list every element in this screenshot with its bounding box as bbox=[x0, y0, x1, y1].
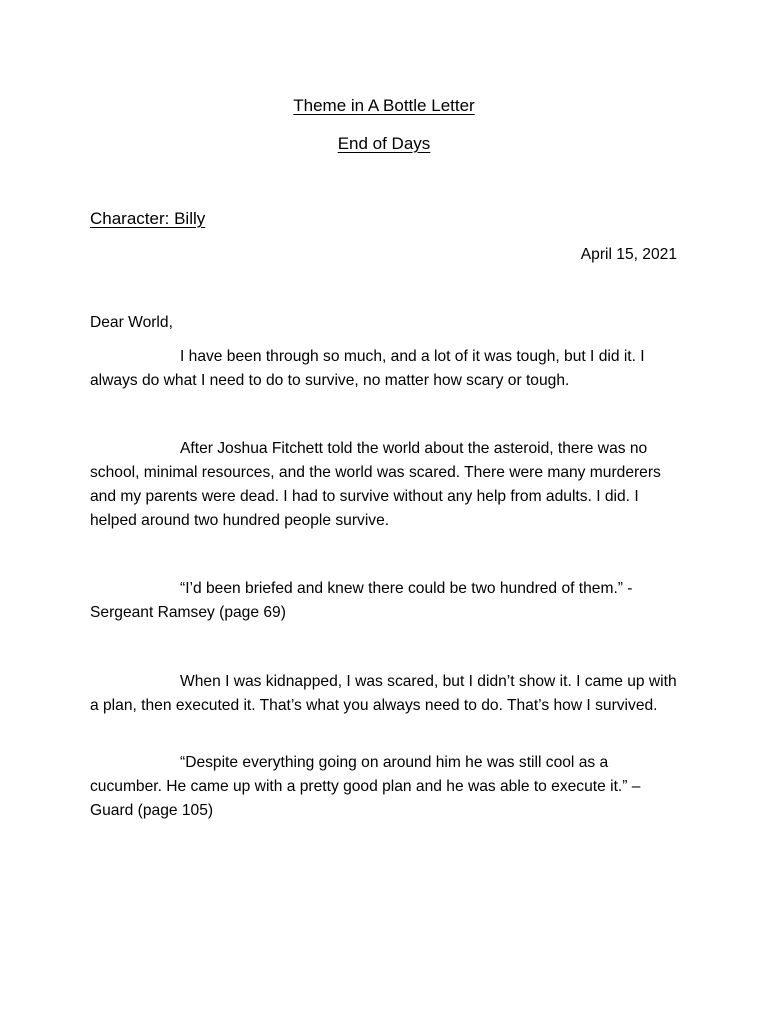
document-subtitle: End of Days bbox=[337, 134, 431, 153]
paragraph-3: When I was kidnapped, I was scared, but I didn’t show it. I came up with a plan, then executed it. That’s what you always need to do. That’s how I survived. bbox=[90, 673, 677, 714]
quote-2: “Despite everything going on around him he was still cool as a cucumber. He came up with a pretty good plan and he was able to execute it.” – Guard (page 105) bbox=[90, 754, 641, 819]
letter-date: April 15, 2021 bbox=[580, 246, 677, 263]
letter-greeting: Dear World, bbox=[90, 314, 173, 331]
paragraph-2: After Joshua Fitchett told the world about the asteroid, there was no school, minimal resources, and the world was scared. There were many murderers and my parents were dead. I had to survive without any help from adults. I did. I helped around two hundred people survive. bbox=[90, 440, 661, 529]
paragraph-1: I have been through so much, and a lot of it was tough, but I did it. I always do what I need to do to survive, no matter how scary or tough. bbox=[90, 348, 645, 389]
quote-1: “I’d been briefed and knew there could be two hundred of them.” - Sergeant Ramsey (page 69) bbox=[90, 580, 633, 621]
character-heading: Character: Billy bbox=[90, 209, 206, 228]
document-title: Theme in A Bottle Letter bbox=[293, 96, 475, 115]
